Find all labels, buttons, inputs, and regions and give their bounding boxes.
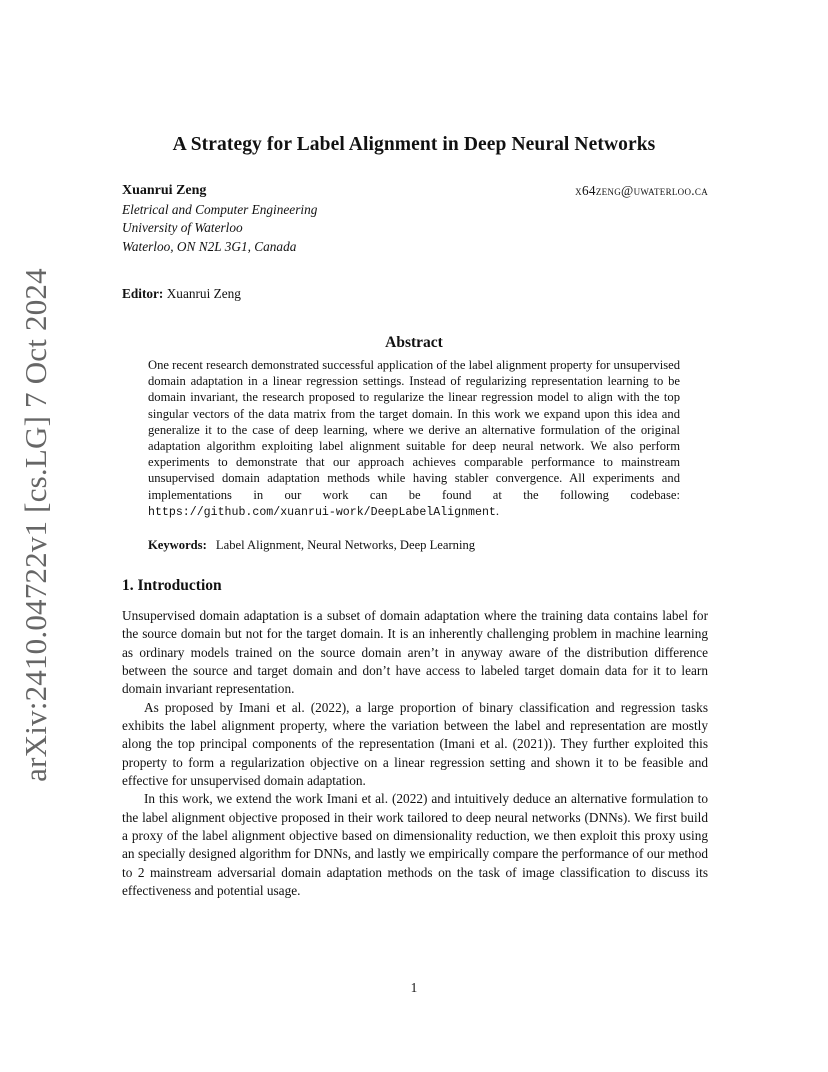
author-name: Xuanrui Zeng (122, 183, 207, 198)
abstract-heading: Abstract (385, 334, 443, 351)
page-number: 1 (410, 980, 418, 995)
intro-paragraph: Unsupervised domain adaptation is a subset of domain adaptation where the training data contains label for the source domain but not for the target domain. It is an inherently challenging problem in machine learning as ordinary models trained on the source domain aren’t in anyway aware of the distribution difference between the source and target domain and don’t have access to labeled target domain data for it to learn domain invariant representation. (122, 608, 708, 697)
editor-name: Xuanrui Zeng (166, 286, 241, 301)
author-block (122, 182, 708, 256)
section-heading-introduction: 1. Introduction (122, 577, 222, 594)
author-department: Eletrical and Computer Engineering (122, 201, 318, 217)
arxiv-identifier-stamp (14, 268, 58, 782)
author-address: Waterloo, ON N2L 3G1, Canada (122, 238, 297, 254)
abstract-text: One recent research demonstrated successful application of the label alignment property for unsupervised domain adaptation in a linear regression settings. Instead of regularizing representation learning to be domain invariant, the research proposed to regularize the linear regression model to align with the top singular vectors of the data matrix from the target domain. In this work we expand upon this idea and generalize it to the case of deep learning, where we derive an alternative formulation of the original adaptation algorithm exploiting label alignment suitable for deep neural network. We also perform experiments to demonstrate that our approach achieves comparable performance to mainstream unsupervised domain adaptation methods while having stabler convergence. All experiments and implementations in our work can be found at the following codebase: (148, 358, 680, 502)
keywords-label: Keywords: (148, 538, 207, 552)
introduction-body (122, 607, 708, 901)
intro-paragraph: As proposed by Imani et al. (2022), a large proportion of binary classification and regression tasks exhibits the label alignment property, where the variation between the label and representation are mostly along the top principal components of the representation (Imani et al. (2021)). They further exploited this property to form a regularization objective on a linear regression setting and shown it to be feasible and effective for unsupervised domain adaptation. (122, 699, 708, 789)
author-university: University of Waterloo (122, 220, 243, 235)
intro-paragraph: In this work, we extend the work Imani et al. (2022) and intuitively deduce an alternative formulation to the label alignment objective proposed in their work tailored to deep neural networks (DNNs). We first build a proxy of the label alignment objective based on dimensionality reduction, we then exploit this proxy using an specially designed algorithm for DNNs, and lastly we empirically compare the performance of our method to 2 mainstream adversarial domain adaptation methods on the task of image classification to discuss its effectiveness and potential usage. (122, 791, 708, 899)
author-email: x64zeng@uwaterloo.ca (575, 183, 708, 198)
abstract-body (148, 357, 680, 521)
codebase-link[interactable]: https://github.com/xuanrui-work/DeepLabelAlignment (148, 505, 496, 519)
editor-label: Editor: (122, 286, 164, 301)
keywords-line (148, 538, 680, 553)
paper-title: A Strategy for Label Alignment in Deep Neural Networks (172, 134, 656, 155)
arxiv-identifier-text: arXiv:2410.04722v1 [cs.LG] 7 Oct 2024 (18, 268, 53, 782)
editor-line (122, 286, 241, 302)
abstract-end-period: . (495, 503, 500, 518)
keywords-value: Label Alignment, Neural Networks, Deep Learning (215, 538, 476, 552)
